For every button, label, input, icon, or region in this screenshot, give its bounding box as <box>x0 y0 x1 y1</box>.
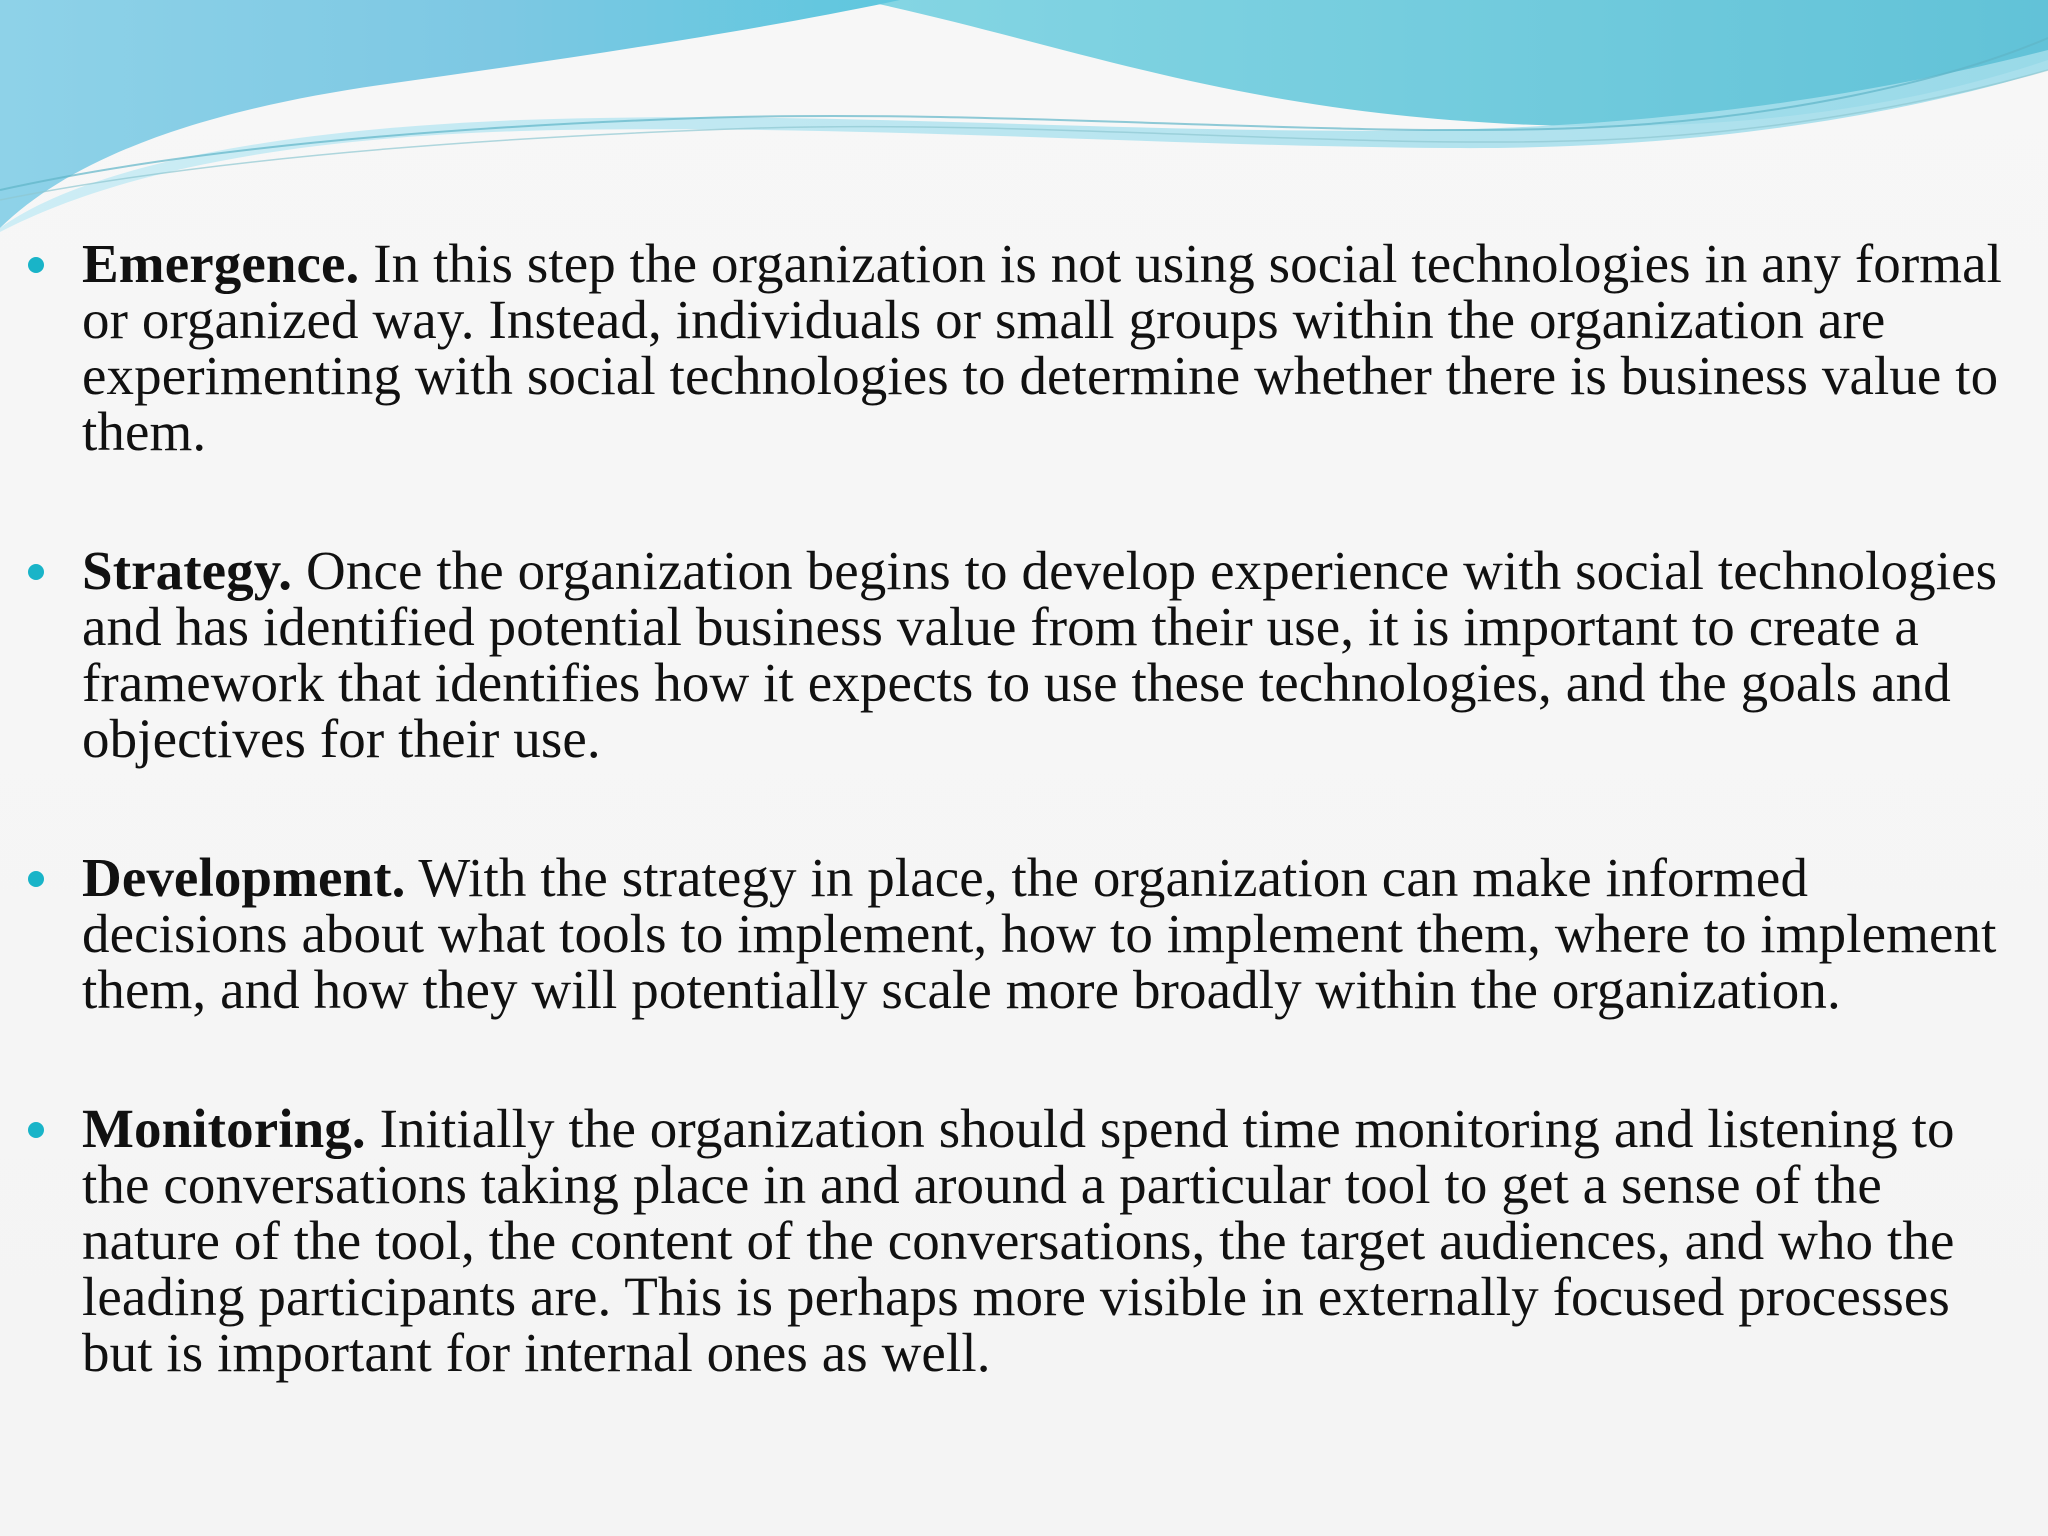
bullet-item-emergence <box>28 233 2008 462</box>
bullet-item-development <box>28 847 2008 1020</box>
bullet-term: Monitoring. <box>82 1098 366 1159</box>
header-wave-decoration <box>0 0 2048 240</box>
bullet-icon <box>28 257 44 273</box>
bullet-list <box>28 233 2008 1383</box>
bullet-icon <box>28 1122 44 1138</box>
bullet-item-strategy <box>28 540 2008 769</box>
bullet-term: Emergence. <box>82 233 360 294</box>
bullet-text: In this step the organization is not using social technologies in any formal or organized way. Instead, individuals or small groups within the organization are experimenting with social technologies to determine whether there is business value to them. <box>82 233 2003 462</box>
bullet-text: Initially the organization should spend time monitoring and listening to the conversations taking place in and around a particular tool to get a sense of the nature of the tool, the content of the conversations, the target audiences, and who the leading participants are. This is perhaps more visible in externally focused processes but is important for internal ones as well. <box>82 1098 1955 1383</box>
bullet-icon <box>28 564 44 580</box>
bullet-icon <box>28 871 44 887</box>
bullet-text: With the strategy in place, the organization can make informed decisions about what tools to implement, how to implement them, where to implement them, and how they will potentially scale more broadly within the organization. <box>82 847 1997 1020</box>
bullet-term: Strategy. <box>82 540 293 601</box>
bullet-text: Once the organization begins to develop experience with social technologies and has identified potential business value from their use, it is important to create a framework that identifies how it expects to use these technologies, and the goals and objectives for their use. <box>82 540 1998 769</box>
bullet-item-monitoring <box>28 1098 2008 1383</box>
bullet-term: Development. <box>82 847 406 908</box>
